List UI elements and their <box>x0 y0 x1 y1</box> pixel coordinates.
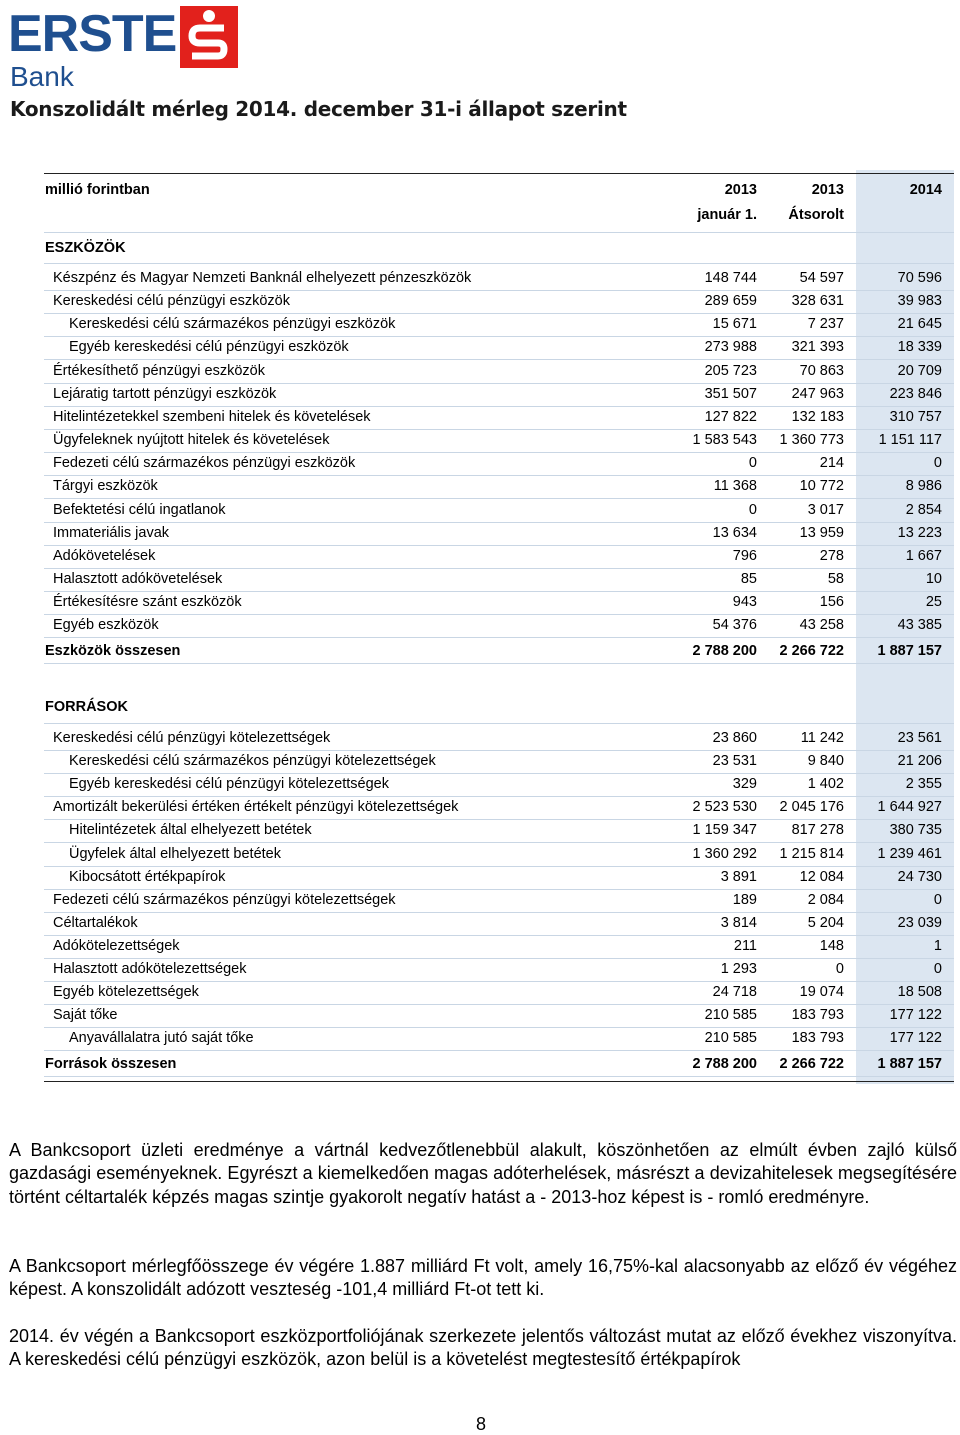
row-label: Hitelintézetek által elhelyezett betétek <box>69 822 312 838</box>
row-value-col-2: 13 959 <box>799 525 844 541</box>
row-value-col-2: 11 242 <box>800 730 844 746</box>
table-top-rule <box>44 173 954 174</box>
row-value-col-3: 39 983 <box>897 293 942 309</box>
row-value-col-3: 1 887 157 <box>877 643 942 659</box>
row-label: Adókövetelések <box>53 548 156 564</box>
row-value-col-1: 1 583 543 <box>692 432 757 448</box>
row-value-col-1: 0 <box>748 502 757 518</box>
row-value-col-2: 43 258 <box>799 617 844 633</box>
row-value-col-1: 273 988 <box>704 339 757 355</box>
table-row <box>44 981 954 1005</box>
row-value-col-3: 43 385 <box>897 617 942 633</box>
row-value-col-1: 329 <box>732 776 757 792</box>
row-value-col-1: 210 585 <box>704 1007 757 1023</box>
table-row <box>44 1027 954 1051</box>
row-value-col-2: 132 183 <box>791 409 844 425</box>
row-value-col-1: 11 368 <box>713 478 757 494</box>
row-value-col-2: 321 393 <box>791 339 844 355</box>
table-row <box>44 360 954 384</box>
row-label: Halasztott adókötelezettségek <box>53 961 247 977</box>
row-value-col-2: 12 084 <box>799 869 844 885</box>
row-label: Tárgyi eszközök <box>53 478 158 494</box>
row-label: Készpénz és Magyar Nemzeti Banknál elhelyezett pénzeszközök <box>53 270 472 286</box>
row-value-col-2: 2 045 176 <box>779 799 844 815</box>
table-row <box>44 290 954 314</box>
row-value-col-2: 328 631 <box>791 293 844 309</box>
row-label: Kereskedési célú származékos pénzügyi kötelezettségek <box>69 753 436 769</box>
table-row <box>44 750 954 774</box>
row-value-col-1: 289 659 <box>704 293 757 309</box>
table-row <box>44 773 954 797</box>
table-row <box>44 452 954 476</box>
row-label: Eszközök összesen <box>45 643 181 659</box>
row-label: Kibocsátott értékpapírok <box>69 869 226 885</box>
row-value-col-2: 10 772 <box>799 478 844 494</box>
row-label: Céltartalékok <box>53 915 138 931</box>
row-value-col-3: 18 339 <box>897 339 942 355</box>
row-value-col-1: 85 <box>740 571 757 587</box>
row-value-col-1: 211 <box>733 938 757 954</box>
row-value-col-1: 15 671 <box>712 316 757 332</box>
assets-heading: ESZKÖZÖK <box>45 240 126 256</box>
table-row <box>44 475 954 499</box>
row-value-col-3: 0 <box>933 892 942 908</box>
table-row <box>44 935 954 959</box>
row-label: Értékesítésre szánt eszközök <box>53 594 242 610</box>
table-row <box>44 727 954 751</box>
row-value-col-2: 2 266 722 <box>779 1056 844 1072</box>
row-value-col-3: 70 596 <box>897 270 942 286</box>
row-label: Fedezeti célú származékos pénzügyi kötelezettségek <box>53 892 396 908</box>
row-value-col-3: 1 644 927 <box>877 799 942 815</box>
table-row <box>44 267 954 291</box>
erste-bank-logo <box>8 4 238 96</box>
row-value-col-2: 817 278 <box>791 822 844 838</box>
total-row <box>44 640 954 664</box>
row-value-col-2: 3 017 <box>807 502 844 518</box>
row-label: Befektetési célú ingatlanok <box>53 502 226 518</box>
table-row <box>44 429 954 453</box>
row-value-col-3: 1 151 117 <box>878 432 942 448</box>
row-value-col-3: 223 846 <box>889 386 942 402</box>
row-value-col-1: 148 744 <box>704 270 757 286</box>
row-label: Hitelintézetekkel szembeni hitelek és követelések <box>53 409 371 425</box>
row-value-col-3: 2 355 <box>905 776 942 792</box>
row-label: Egyéb kereskedési célú pénzügyi eszközök <box>69 339 349 355</box>
row-value-col-1: 1 360 292 <box>692 846 757 862</box>
page-number: 8 <box>476 1414 487 1434</box>
row-value-col-3: 310 757 <box>889 409 942 425</box>
table-row <box>44 522 954 546</box>
table-row <box>44 406 954 430</box>
row-value-col-3: 25 <box>925 594 942 610</box>
row-value-col-3: 1 667 <box>905 548 942 564</box>
row-label: Amortizált bekerülési értéken értékelt pénzügyi kötelezettségek <box>53 799 459 815</box>
table-row <box>44 383 954 407</box>
row-value-col-3: 8 986 <box>905 478 942 494</box>
row-label: Kereskedési célú pénzügyi kötelezettségek <box>53 730 331 746</box>
row-value-col-1: 2 788 200 <box>692 1056 757 1072</box>
row-value-col-3: 21 645 <box>897 316 942 332</box>
row-label: Egyéb kötelezettségek <box>53 984 199 1000</box>
row-value-col-3: 1 887 157 <box>877 1056 942 1072</box>
row-value-col-3: 21 206 <box>897 753 942 769</box>
row-label: Lejáratig tartott pénzügyi eszközök <box>53 386 277 402</box>
table-row <box>44 889 954 913</box>
row-value-col-2: 5 204 <box>807 915 844 931</box>
row-label: Kereskedési célú származékos pénzügyi eszközök <box>69 316 396 332</box>
table-row <box>44 796 954 820</box>
row-value-col-1: 127 822 <box>704 409 757 425</box>
table-row <box>44 866 954 890</box>
row-label: Értékesíthető pénzügyi eszközök <box>53 363 265 379</box>
row-value-col-1: 189 <box>732 892 757 908</box>
row-label: Források összesen <box>45 1056 177 1072</box>
row-value-col-3: 23 039 <box>897 915 942 931</box>
row-label: Adókötelezettségek <box>53 938 180 954</box>
row-value-col-3: 24 730 <box>897 869 942 885</box>
row-value-col-2: 1 360 773 <box>779 432 844 448</box>
col-header-2-line2: Átsorolt <box>788 207 844 223</box>
row-value-col-2: 247 963 <box>791 386 844 402</box>
col-header-1-line1: 2013 <box>724 182 757 198</box>
row-value-col-1: 943 <box>732 594 757 610</box>
row-value-col-3: 1 <box>933 938 942 954</box>
row-label: Halasztott adókövetelések <box>53 571 223 587</box>
row-value-col-3: 1 239 461 <box>877 846 942 862</box>
row-value-col-2: 70 863 <box>799 363 844 379</box>
row-label: Ügyfeleknek nyújtott hitelek és követelések <box>53 432 330 448</box>
row-value-col-1: 0 <box>748 455 757 471</box>
row-value-col-1: 2 523 530 <box>692 799 757 815</box>
table-row <box>44 958 954 982</box>
total-row <box>44 1053 954 1077</box>
row-value-col-3: 2 854 <box>905 502 942 518</box>
row-value-col-2: 0 <box>835 961 844 977</box>
paragraph-results: A Bankcsoport üzleti eredménye a vártnál kedvezőtlenebbül alakult, köszönhetően az elmúlt évben zajló külső gazdasági eseményeknek. Egyrészt a kiemelkedően magas adóterhelések, másrészt a devizahitelesek megsegítésére történt céltartalék képzés magas szintje gyakorolt negatív hatást a - 2013-hoz képest is - romló eredményre. <box>9 1140 957 1207</box>
row-value-col-2: 19 074 <box>799 984 844 1000</box>
row-label: Saját tőke <box>53 1007 118 1023</box>
row-label: Immateriális javak <box>53 525 170 541</box>
row-label: Egyéb eszközök <box>53 617 159 633</box>
row-value-col-1: 351 507 <box>704 386 757 402</box>
row-value-col-3: 177 122 <box>889 1030 942 1046</box>
row-value-col-3: 177 122 <box>889 1007 942 1023</box>
row-value-col-1: 205 723 <box>704 363 757 379</box>
row-value-col-2: 1 402 <box>807 776 844 792</box>
row-value-col-3: 0 <box>933 961 942 977</box>
row-label: Anyavállalatra jutó saját tőke <box>69 1030 254 1046</box>
row-value-col-3: 380 735 <box>889 822 942 838</box>
table-row <box>44 336 954 360</box>
row-value-col-2: 1 215 814 <box>779 846 844 862</box>
row-value-col-1: 54 376 <box>712 617 757 633</box>
row-value-col-2: 183 793 <box>791 1007 844 1023</box>
row-value-col-2: 214 <box>819 455 844 471</box>
row-value-col-1: 1 159 347 <box>692 822 757 838</box>
table-row <box>44 614 954 638</box>
row-label: Fedezeti célú származékos pénzügyi eszközök <box>53 455 356 471</box>
row-value-col-2: 156 <box>819 594 844 610</box>
row-value-col-2: 278 <box>819 548 844 564</box>
row-value-col-2: 58 <box>827 571 844 587</box>
row-value-col-1: 2 788 200 <box>692 643 757 659</box>
row-value-col-3: 0 <box>933 455 942 471</box>
row-value-col-1: 1 293 <box>720 961 757 977</box>
row-value-col-3: 18 508 <box>897 984 942 1000</box>
table-row <box>44 499 954 523</box>
logo-subtitle: Bank <box>10 61 74 92</box>
row-value-col-2: 7 237 <box>807 316 844 332</box>
col-header-3-line1: 2014 <box>909 182 942 198</box>
table-bottom-rule <box>44 1081 954 1082</box>
row-label: Kereskedési célú pénzügyi eszközök <box>53 293 290 309</box>
row-value-col-2: 54 597 <box>799 270 844 286</box>
logo-wordmark: ERSTE <box>8 5 177 63</box>
row-value-col-3: 10 <box>925 571 942 587</box>
erste-s-mark-icon <box>180 6 238 68</box>
col-header-1-line2: január 1. <box>697 207 757 223</box>
row-value-col-1: 3 814 <box>720 915 757 931</box>
paragraph-balance-total: A Bankcsoport mérlegfőösszege év végére 1.887 milliárd Ft volt, amely 16,75%-kal alacsonyabb az előző év végéhez képest. A konszolidált adózott veszteség -101,4 milliárd Ft-ot tett ki. <box>9 1256 957 1300</box>
row-label: Egyéb kereskedési célú pénzügyi kötelezettségek <box>69 776 389 792</box>
table-row <box>44 843 954 867</box>
row-value-col-3: 23 561 <box>897 730 942 746</box>
row-value-col-2: 2 266 722 <box>779 643 844 659</box>
row-value-col-1: 23 860 <box>712 730 757 746</box>
paragraph-portfolio: 2014. év végén a Bankcsoport eszközportfoliójának szerkezete jelentős változást mutat az előző évekhez viszonyítva. A kereskedési célú pénzügyi eszközök, azon belül is a követelést megtestesítő értékpapírok <box>9 1326 957 1370</box>
row-value-col-1: 24 718 <box>712 984 757 1000</box>
row-value-col-2: 148 <box>819 938 844 954</box>
row-value-col-1: 210 585 <box>704 1030 757 1046</box>
row-value-col-3: 20 709 <box>897 363 942 379</box>
table-row <box>44 1004 954 1028</box>
table-row <box>44 568 954 592</box>
table-row <box>44 591 954 615</box>
row-value-col-1: 796 <box>732 548 757 564</box>
row-value-col-2: 2 084 <box>807 892 844 908</box>
row-label: Ügyfelek által elhelyezett betétek <box>69 846 281 862</box>
table-row <box>44 912 954 936</box>
unit-label: millió forintban <box>45 182 150 198</box>
row-value-col-1: 13 634 <box>712 525 757 541</box>
table-row <box>44 545 954 569</box>
liabilities-heading: FORRÁSOK <box>45 699 128 715</box>
row-value-col-3: 13 223 <box>897 525 942 541</box>
row-value-col-2: 183 793 <box>791 1030 844 1046</box>
row-value-col-1: 3 891 <box>720 869 757 885</box>
col-header-2-line1: 2013 <box>811 182 844 198</box>
table-row <box>44 819 954 843</box>
table-row <box>44 313 954 337</box>
page-title: Konszolidált mérleg 2014. december 31-i állapot szerint <box>10 97 627 121</box>
row-value-col-1: 23 531 <box>712 753 757 769</box>
row-value-col-2: 9 840 <box>807 753 844 769</box>
